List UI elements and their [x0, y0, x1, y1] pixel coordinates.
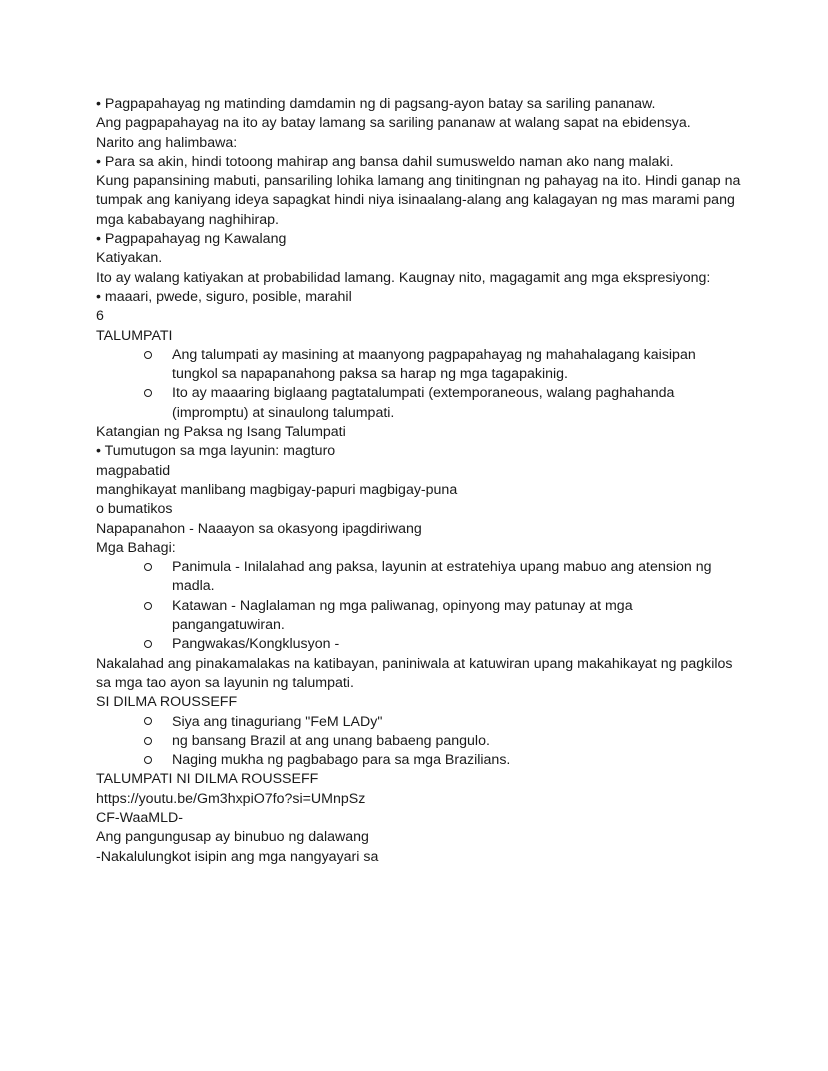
paragraph: Nakalahad ang pinakamalakas na katibayan, paniniwala at katuwiran upang makahikayat ng pagkilos sa mga tao ayon sa layunin ng talumpati.	[96, 655, 733, 691]
circle-bullet-icon	[143, 713, 153, 732]
paragraph: Mga Bahagi:	[96, 539, 176, 556]
circle-bullet-icon	[143, 346, 153, 365]
paragraph: SI DILMA ROUSSEFF	[96, 694, 238, 711]
paragraph: • Para sa akin, hindi totoong mahirap ang bansa dahil sumusweldo naman ako nang malaki.	[96, 153, 674, 170]
list-item-text: ng bansang Brazil at ang unang babaeng pangulo.	[172, 732, 490, 749]
bullet-list	[96, 346, 744, 423]
circle-bullet-icon	[143, 597, 153, 616]
paragraph: • Tumutugon sa mga layunin: magturo	[96, 443, 336, 460]
list-item	[96, 732, 744, 751]
paragraph: CF-WaaMLD-	[96, 809, 183, 826]
circle-bullet-icon	[143, 384, 153, 403]
paragraph: Ang pangungusap ay binubuo ng dalawang	[96, 829, 369, 846]
list-item	[96, 346, 744, 385]
list-item	[96, 384, 744, 423]
paragraph: TALUMPATI	[96, 327, 173, 344]
list-item	[96, 713, 744, 732]
paragraph: • maaari, pwede, siguro, posible, marahil	[96, 288, 352, 305]
paragraph: Katangian ng Paksa ng Isang Talumpati	[96, 424, 346, 441]
paragraph: Ang pagpapahayag na ito ay batay lamang sa sariling pananaw at walang sapat na ebidensya.	[96, 115, 691, 132]
list-item-text: Katawan - Naglalaman ng mga paliwanag, opinyong may patunay at mga pangangatuwiran.	[172, 597, 633, 634]
list-item	[96, 635, 744, 654]
paragraph: • Pagpapahayag ng matinding damdamin ng di pagsang-ayon batay sa sariling pananaw.	[96, 96, 656, 112]
circle-bullet-icon	[143, 558, 153, 577]
paragraph: Kung papansining mabuti, pansariling lohika lamang ang tinitingnan ng pahayag na ito. Hindi ganap na tumpak ang kaniyang ideya sapagkat hindi niya isinaalang-alang ang kalagayan ng mas marami pang mga kababayang naghihirap.	[96, 173, 741, 228]
list-item-text: Siya ang tinaguriang "FeM LADy"	[172, 713, 383, 730]
list-item-text: Ang talumpati ay masining at maanyong pagpapahayag ng mahahalagang kaisipan tungkol sa napapanahong paksa sa harap ng mga tagapakinig.	[172, 346, 696, 383]
paragraph: https://youtu.be/Gm3hxpiO7fo?si=UMnpSz	[96, 790, 366, 807]
bullet-list	[96, 558, 744, 654]
paragraph: TALUMPATI NI DILMA ROUSSEFF	[96, 771, 319, 788]
list-item	[96, 597, 744, 636]
document-text-body	[96, 95, 744, 867]
circle-bullet-icon	[143, 635, 153, 654]
list-item	[96, 558, 744, 597]
bullet-list	[96, 713, 744, 771]
paragraph: • Pagpapahayag ng Kawalang	[96, 231, 287, 248]
paragraph: Napapanahon - Naaayon sa okasyong ipagdiriwang	[96, 520, 422, 537]
paragraph: Ito ay walang katiyakan at probabilidad lamang. Kaugnay nito, magagamit ang mga ekspresiyong:	[96, 269, 711, 286]
list-item	[96, 751, 744, 770]
paragraph: 6	[96, 308, 104, 325]
list-item-text: Ito ay maaaring biglaang pagtatalumpati (extemporaneous, walang paghahanda (impromptu) at sinaulong talumpati.	[172, 385, 675, 421]
paragraph: -Nakalulungkot isipin ang mga nangyayari sa	[96, 848, 379, 865]
list-item-text: Panimula - Inilalahad ang paksa, layunin at estratehiya upang mabuo ang atension ng madla.	[172, 559, 712, 595]
paragraph: Katiyakan.	[96, 250, 163, 267]
list-item-text: Pangwakas/Kongklusyon -	[172, 636, 340, 653]
list-item-text: Naging mukha ng pagbabago para sa mga Brazilians.	[172, 752, 511, 769]
circle-bullet-icon	[143, 732, 153, 751]
circle-bullet-icon	[143, 751, 153, 770]
paragraph: Narito ang halimbawa:	[96, 134, 238, 151]
paragraph: magpabatid	[96, 462, 171, 479]
paragraph: manghikayat manlibang magbigay-papuri magbigay-puna	[96, 481, 458, 498]
paragraph: o bumatikos	[96, 501, 173, 518]
